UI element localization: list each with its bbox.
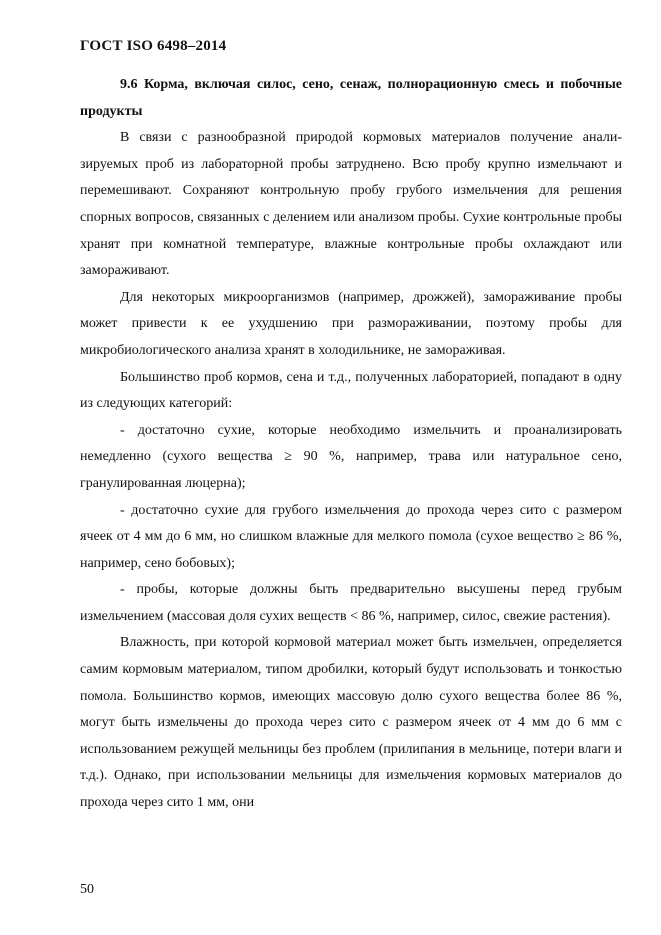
paragraph-sample-preparation: В связи с разнообразной природой кормовых материалов получение анализируемых проб из лабораторной пробы затруднено. Всю пробу крупно измельчают и перемешивают. Сохраняют контрольную пробу грубого измельчения для решения спорных вопросов, связанных с делением или анализом пробы. Сухие контрольные пробы хранят при комнатной температуре, влажные контрольные пробы охлаждают или замораживают.	[80, 130, 622, 279]
paragraph-moisture-grinding: Влажность, при которой кормовой материал может быть измельчен, определяется самим кормовым материалом, типом дробилки, который будут использовать и тонкостью помола. Большинство кормов, имеющих массовую долю сухого вещества более 86 %, могут быть измельчены до прохода через сито с размером ячеек от 4 мм до 6 мм с использованием режущей мельницы без проблем (прилипания в мельнице, потери влаги и т.д.). Однако, при использовании мельницы для измельчения кормовых материалов до прохода через сито 1 мм, они	[80, 635, 622, 811]
page-content	[80, 72, 622, 817]
section-heading: 9.6 Корма, включая силос, сено, сенаж, полнорационную смесь и побочные продукты	[80, 77, 622, 119]
list-item-pre-dried-samples: - пробы, которые должны быть предварительно высушены перед грубым измельчением (массовая доля сухих веществ < 86 %, например, силос, свежие растения).	[80, 582, 622, 624]
list-item-dry-samples: - достаточно сухие, которые необходимо измельчить и проанализировать немедленно (сухого вещества ≥ 90 %, например, трава или натуральное сено, гранулированная люцерна);	[80, 422, 622, 491]
paragraph-microorganisms: Для некоторых микроорганизмов (например, дрожжей), замораживание пробы может привести к ее ухудшению при размораживании, поэтому пробы для микробиологического анализа хранят в холодильнике, не замораживая.	[80, 289, 622, 358]
list-item-coarse-grinding: - достаточно сухие для грубого измельчения до прохода через сито с размером ячеек от 4 мм до 6 мм, но слишком влажные для мелкого помола (сухое вещество ≥ 86 %, например, сено бобовых);	[80, 502, 622, 571]
page-number: 50	[80, 882, 94, 897]
paragraph-categories-intro: Большинство проб кормов, сена и т.д., полученных лабораторией, попадают в одну из следующих категорий:	[80, 369, 622, 412]
document-code-header: ГОСТ ISO 6498–2014	[80, 38, 227, 54]
